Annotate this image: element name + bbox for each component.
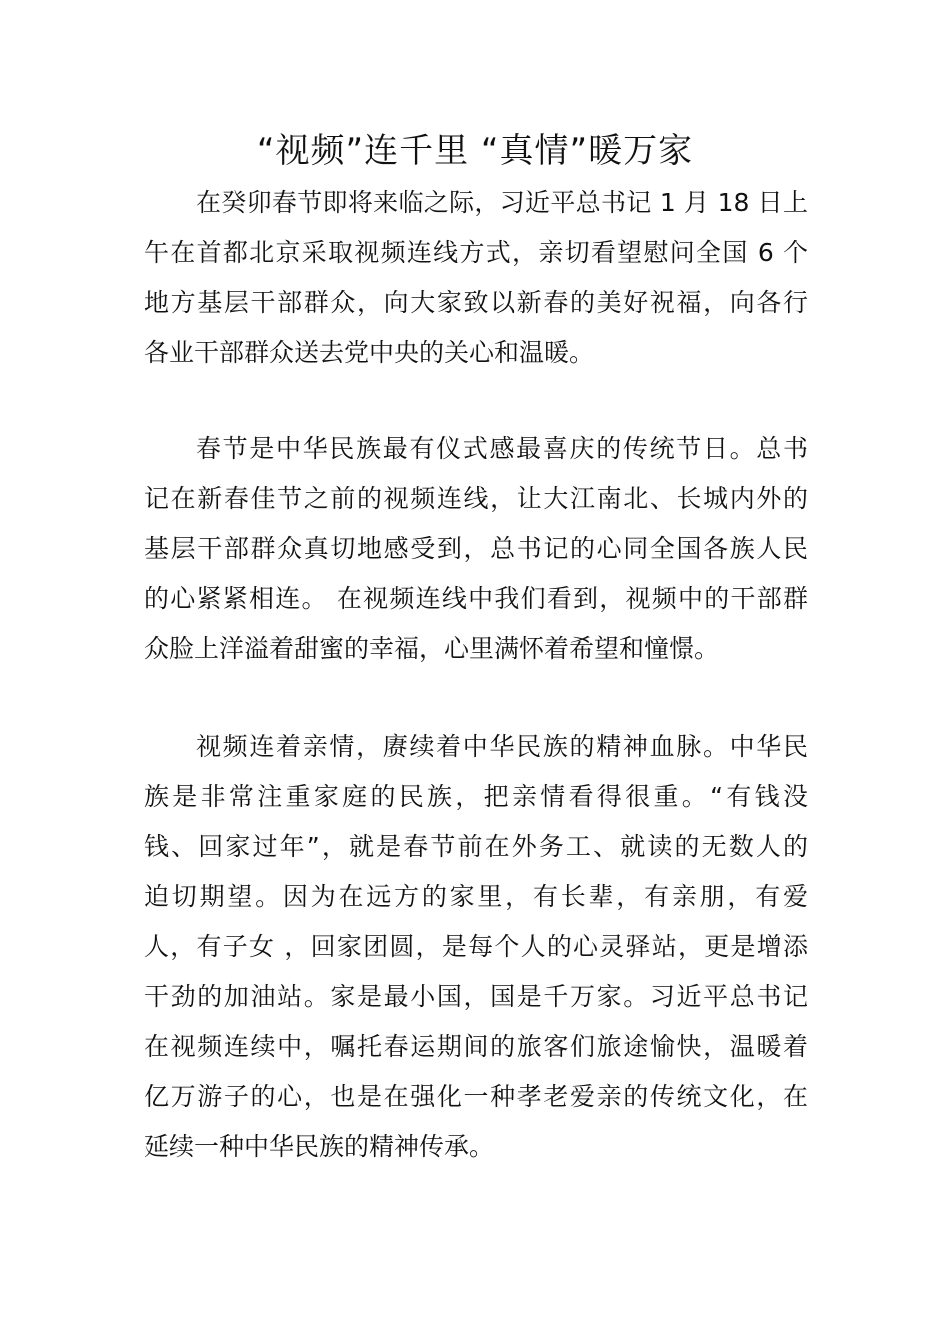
paragraph: [144, 722, 808, 1172]
paragraph-line: 午在首都北京采取视频连线方式，亲切看望慰问全国 6 个: [144, 238, 808, 267]
paragraph-line: 钱、回家过年”，就是春节前在外务工、就读的无数人的: [144, 832, 808, 861]
paragraph: [144, 178, 808, 378]
paragraph-line: 在癸卯春节即将来临之际，习近平总书记 1 月 18 日上: [196, 188, 808, 217]
paragraph-line: 基层干部群众真切地感受到，总书记的心同全国各族人民: [144, 534, 808, 563]
paragraph-line: 众脸上洋溢着甜蜜的幸福，心里满怀着希望和憧憬。: [144, 634, 720, 663]
paragraph: [144, 424, 808, 674]
paragraph-line: 在视频连续中，嘱托春运期间的旅客们旅途愉快，温暖着: [144, 1032, 808, 1061]
paragraph-line: 人，有子女 ，回家团圆，是每个人的心灵驿站，更是增添: [144, 932, 808, 961]
paragraph-line: 的心紧紧相连。 在视频连线中我们看到，视频中的干部群: [144, 584, 808, 613]
document-title: “视频”连千里 “真情”暖万家: [256, 131, 694, 171]
paragraph-line: 干劲的加油站。家是最小国，国是千万家。习近平总书记: [144, 982, 808, 1011]
paragraph-line: 族是非常注重家庭的民族，把亲情看得很重。“有钱没: [144, 782, 808, 811]
paragraph-line: 地方基层干部群众，向大家致以新春的美好祝福，向各行: [144, 288, 808, 317]
paragraph-line: 春节是中华民族最有仪式感最喜庆的传统节日。总书: [196, 434, 808, 463]
paragraph-line: 迫切期望。因为在远方的家里，有长辈，有亲朋，有爱: [144, 882, 808, 911]
paragraph-line: 亿万游子的心，也是在强化一种孝老爱亲的传统文化，在: [144, 1082, 808, 1111]
paragraph-line: 记在新春佳节之前的视频连线，让大江南北、长城内外的: [144, 484, 808, 513]
paragraph-line: 视频连着亲情，赓续着中华民族的精神血脉。中华民: [196, 732, 808, 761]
paragraph-line: 各业干部群众送去党中央的关心和温暖。: [144, 338, 595, 367]
paragraph-line: 延续一种中华民族的精神传承。: [144, 1132, 495, 1161]
